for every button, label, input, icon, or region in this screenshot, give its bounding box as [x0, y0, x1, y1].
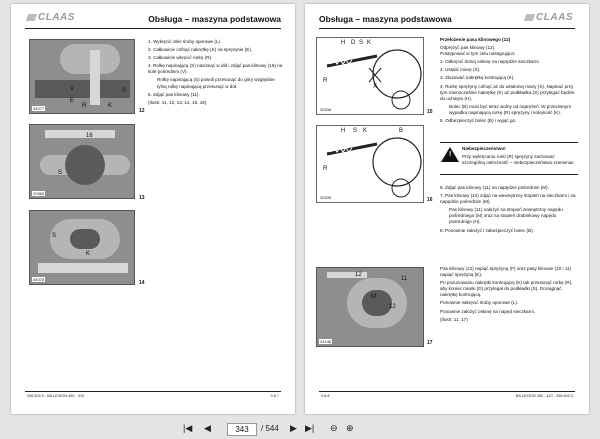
claas-logo: CLAAS [27, 12, 75, 23]
footer-doc-id: BA LEXION 460 - 410 - 296 602.0 [515, 394, 573, 398]
zoom-out-button[interactable]: ⊖ [330, 423, 338, 433]
page-total: / 544 [261, 424, 279, 433]
page-navigation-toolbar [0, 421, 600, 439]
header-rule [25, 28, 281, 29]
section-heading: Przełożenie pasa klinowego (12) [440, 37, 511, 42]
footer-doc-id: 296 602.0 - BA LEXION 460 - 410 [27, 394, 85, 398]
instruction-text: 6. Zdjąć pas klinowy (11) na napędzie pośrednim (M). 7. Pas klinowy (12) zdjąć na wewnętrzny stopień na sieczkarni i na napędzie pośrednim (M). Pas klinowy (11) nałożyć na stopień zewnętrzny napędu pośredniego (M) oraz na stopień drabinkowy napędu posrednigo (H). 8. Ponownie założyć i zabezpieczyć bolec (B). [440, 185, 576, 233]
figure-number: 15 [427, 109, 433, 115]
header-rule [319, 28, 575, 29]
previous-page-button[interactable]: ◀ [204, 423, 211, 433]
zoom-in-button[interactable]: ⊕ [346, 423, 354, 433]
left-page [11, 4, 295, 414]
instruction-text: Przełożenie pasa klinowego (12) Odprężyć pas klinowy (12). Postępować w tym celu następująco: 1. Odkręcić dolną osłonę na napędzie sieczkarni. 2. Ustalić miarę (X). 3. Zluzować nakrętkę kontrującą (K). 4. Rurkę sprężyny cofnąć aż do ustalonej miary (X). Napinać przy tym równocześnie nakrętkę (K) aż podkładka (S) przylegać będzie do uchwytu (H). Bolec (B) musi być teraz wolny od naprężeń. W przeciwnym wypadku napinającą rurkę (R) sprężyny i kolejność (K). 5. Odbezpieczyć bolec (B) i wyjąć go. [440, 37, 580, 126]
figure-16-diagram: H S K B R 30349 [316, 125, 424, 203]
spring-diagram [317, 126, 423, 202]
instruction-text: Pas klinowy (12) napiąć sprężyną (F) oraz pasy klinowe (10 i 11) napiąć sprężyną (E). Po pozuzowaniu nakrętki kontrującej (K) tak przesunąć rurkę (R), aby koniec miarki (D) przylegał do podkładki (S). Dociągnąć nakrętkę kontrującą. Ponownie nakręcić śruby oporowe (L). Ponownie założyć osłonę na napęd sieczkarni. (Ilustr. 11, 17) [440, 266, 573, 322]
instruction-text: 1. Wykręcić obie śruby oporowe (L). 2. Całkowicie cofnąć nakrętkę (K) na sprężynie (E). 3. Całkowicie wkręcić rurkę (R). 4. Rolkę napinającą (S) nacisnąć w dół i zdjąć pas klinowy (16) na kole pośrednim (V). Rolkę napinającą (S) powoli przesunąć do góry względnie tylną rolkę napinającą przesunąć w dół. 5. Zdjąć pas klinowy (11). (Ilustr. 11, 12, 13, 14, 15, 16) [148, 39, 283, 105]
first-page-button[interactable]: |◀ [183, 423, 193, 433]
footer-page-number: 9.6.7 [270, 394, 279, 398]
footer-page-number: 9.6.8 [321, 394, 330, 398]
figure-15-diagram: H D S K R X 30348 [316, 37, 424, 115]
spring-diagram [317, 38, 423, 114]
claas-logo: CLAAS [525, 12, 573, 23]
figure-13-photo: 16 S 20369 [29, 124, 135, 199]
danger-warning: ! Niebezpieczeństwo! Przy wykręcaniu rurki (R) sprężyny zachować szczególną ostrożność – niebezpieczeństwo zranienia! [440, 142, 578, 175]
next-page-button[interactable]: ▶ [290, 423, 297, 433]
footer-rule [25, 391, 281, 392]
page-number-input[interactable]: 343 [227, 423, 257, 436]
right-page [305, 4, 589, 414]
warning-icon: ! [441, 147, 459, 162]
figure-number: 13 [139, 195, 145, 201]
figure-number: 14 [139, 280, 145, 286]
figure-number: 16 [427, 197, 433, 203]
figure-number: 17 [427, 340, 433, 346]
page-title: Obsługa – maszyna podstawowa [148, 14, 281, 24]
figure-17-photo: 12 11 M 12 24148 [316, 267, 424, 347]
figure-14-photo: S K 34078 [29, 210, 135, 285]
footer-rule [319, 391, 575, 392]
figure-12-photo: V E R K S 34077 [29, 39, 135, 114]
last-page-button[interactable]: ▶| [305, 423, 315, 433]
figure-number: 12 [139, 108, 145, 114]
page-title: Obsługa – maszyna podstawowa [319, 14, 452, 24]
